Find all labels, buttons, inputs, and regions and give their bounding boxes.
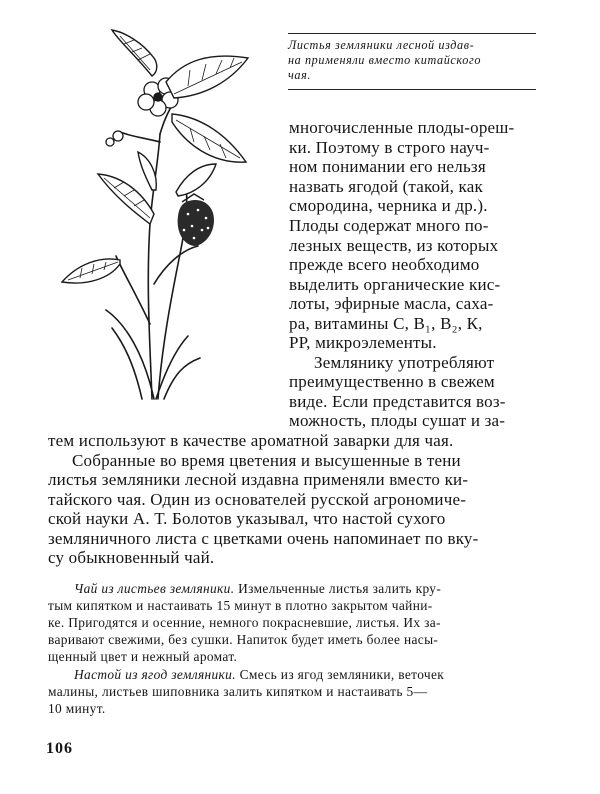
body-line: ра, витамины С, B₁, B₂, К, <box>289 314 483 333</box>
recipe-line: варивают свежими, без сушки. Напиток будет иметь более насы- <box>48 632 439 647</box>
body-line: тем используют в качестве ароматной заварки для чая. <box>48 431 454 450</box>
recipe-title: Настой из ягод земляники. <box>74 667 236 682</box>
recipe-first-line <box>74 666 444 683</box>
body-line: ской науки А. Т. Болотов указывал, что настой сухого <box>48 509 446 528</box>
body-line: смородина, черника и др.). <box>289 196 488 215</box>
body-line: можность, плоды сушат и за- <box>289 411 506 430</box>
body-line: листья земляники лесной издавна применяли вместо ки- <box>48 470 469 489</box>
sidebar-note-line: на применяли вместо китайского <box>288 53 482 67</box>
body-line: лоты, эфирные масла, саха- <box>289 294 494 313</box>
recipe-text: Смесь из ягод земляники, веточек <box>235 667 445 682</box>
sidebar-note-line: Листья земляники лесной издав- <box>288 38 475 52</box>
body-line: ки. Поэтому в строго науч- <box>289 138 490 157</box>
body-line: Плоды содержат много по- <box>289 216 489 235</box>
recipe-line: 10 минут. <box>48 701 106 716</box>
strawberry-leaves <box>62 30 248 283</box>
recipe-line: ке. Пригодятся и осенние, немного покрасневшие, листья. Их за- <box>48 615 441 630</box>
body-line: многочисленные плоды-ореш- <box>289 118 515 137</box>
strawberry-berry <box>178 194 214 246</box>
recipe-line: тым кипятком и настаивать 15 минут в плотно закрытом чайни- <box>48 598 433 613</box>
strawberry-plant-drawing <box>54 24 284 404</box>
sidebar-note <box>288 33 536 90</box>
body-line: РР, микроэлементы. <box>289 333 437 352</box>
recipe-first-line <box>74 580 441 597</box>
body-line: тайского чая. Один из основателей русской агрономиче- <box>48 490 467 509</box>
body-line: земляничного листа с цветками очень напоминает по вку- <box>48 529 479 548</box>
strawberry-plant-illustration <box>54 24 284 404</box>
body-line: прежде всего необходимо <box>289 255 480 274</box>
body-line: лезных веществ, из которых <box>289 236 499 255</box>
body-line: выделить органические кис- <box>289 275 501 294</box>
body-line: виде. Если представится воз- <box>289 392 506 411</box>
recipe-line: малины, листьев шиповника залить кипятком и настаивать 5— <box>48 684 428 699</box>
recipe-title: Чай из листьев земляники. <box>74 581 235 596</box>
page-number: 106 <box>46 740 73 757</box>
recipe-text: Измельченные листья залить кру- <box>234 581 442 596</box>
body-line: преимущественно в свежем <box>289 372 495 391</box>
body-line: назвать ягодой (такой, как <box>289 177 483 196</box>
body-line: ном понимании его нельзя <box>289 157 486 176</box>
body-line: Собранные во время цветения и высушенные в тени <box>72 451 461 470</box>
body-line: су обыкновенный чай. <box>48 548 215 567</box>
recipe-line: щенный цвет и нежный аромат. <box>48 649 238 664</box>
sidebar-note-line: чая. <box>288 68 312 82</box>
body-line: Землянику употребляют <box>314 353 495 372</box>
